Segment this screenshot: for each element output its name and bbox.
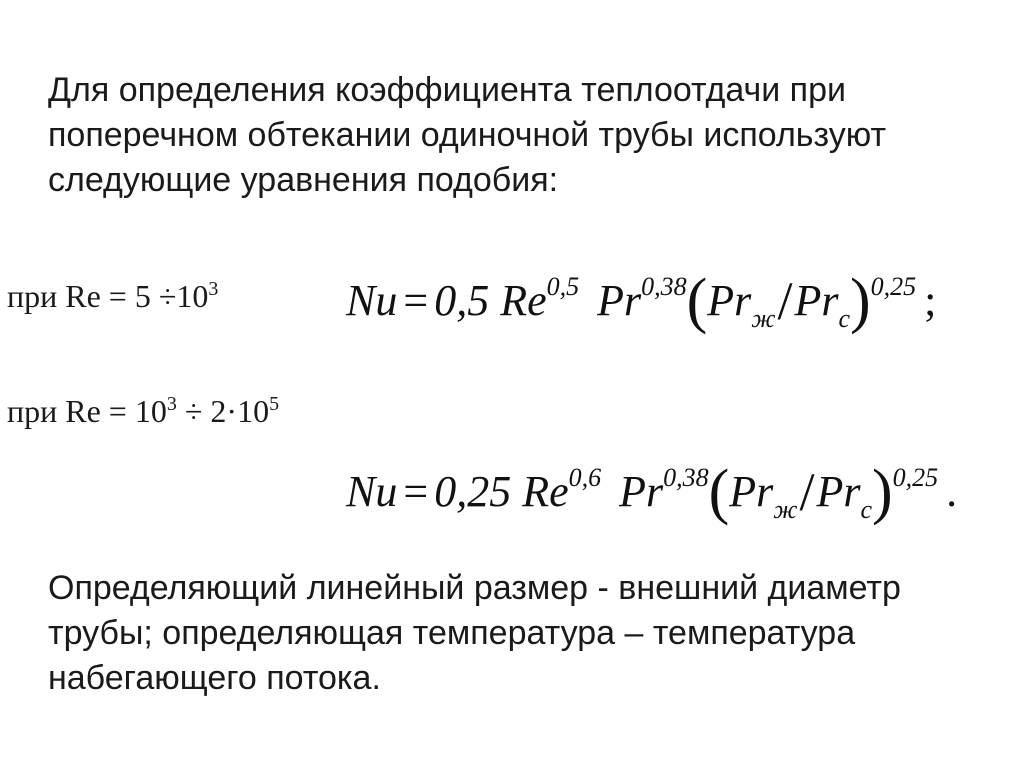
formula-1-pr: Pr <box>597 276 642 325</box>
formula-2-coefficient: 0,25 <box>434 467 512 516</box>
condition-1 <box>7 276 218 316</box>
condition-2 <box>7 391 279 431</box>
intro-paragraph: Для определения коэффициента теплоотдачи при поперечном обтекании одиночной трубы используют следующие уравнения подобия: <box>48 71 887 199</box>
formula-1-pr-exponent: 0,38 <box>641 272 687 301</box>
formula-1-re: Re <box>500 276 547 325</box>
condition-2-text-b: ÷ 2·10 <box>176 393 270 429</box>
formula-2-close-paren: ) <box>872 458 893 526</box>
condition-2-exponent-b: 5 <box>269 393 280 415</box>
formula-2-pr-s: Pr <box>816 467 861 516</box>
formula-2-slash: / <box>799 462 815 522</box>
formula-2-pr-exponent: 0,38 <box>663 463 709 492</box>
formula-1-sub-w: ж <box>751 304 776 333</box>
formula-1-pr-s: Pr <box>794 276 839 325</box>
formula-1 <box>346 267 937 335</box>
formula-2 <box>346 458 958 526</box>
formula-1-open-paren: ( <box>686 267 708 335</box>
formula-1-re-exponent: 0,5 <box>546 272 580 301</box>
formula-1-equals: = <box>403 276 429 325</box>
formula-2-re-exponent: 0,6 <box>568 463 602 492</box>
formula-2-ratio-exponent: 0,25 <box>892 463 939 492</box>
formula-1-terminator: ; <box>924 276 937 325</box>
formula-2-re: Re <box>522 467 569 516</box>
formula-1-close-paren: ) <box>850 267 871 335</box>
formula-1-coefficient: 0,5 <box>434 276 490 325</box>
formula-2-equals: = <box>403 467 429 516</box>
outro-paragraph: Определяющий линейный размер - внешний диаметр трубы; определяющая температура – температура набегающего потока. <box>48 569 901 697</box>
formula-2-terminator: . <box>946 467 958 516</box>
formula-2-sub-s: с <box>860 495 872 524</box>
formula-1-ratio-exponent: 0,25 <box>870 272 917 301</box>
formula-2-lhs: Nu <box>346 467 398 516</box>
formula-2-sub-w: ж <box>773 495 798 524</box>
formula-2-pr-w: Pr <box>729 467 774 516</box>
formula-1-slash: / <box>777 271 793 331</box>
condition-2-exponent-a: 3 <box>166 393 177 415</box>
formula-2-pr: Pr <box>619 467 664 516</box>
formula-1-pr-w: Pr <box>707 276 752 325</box>
formula-1-lhs: Nu <box>346 276 398 325</box>
formula-1-sub-s: с <box>838 304 850 333</box>
condition-2-text-a: при Re = 10 <box>7 393 167 429</box>
condition-1-exponent: 3 <box>208 278 219 300</box>
formula-2-open-paren: ( <box>708 458 730 526</box>
condition-1-text: при Re = 5 ÷10 <box>7 278 209 314</box>
